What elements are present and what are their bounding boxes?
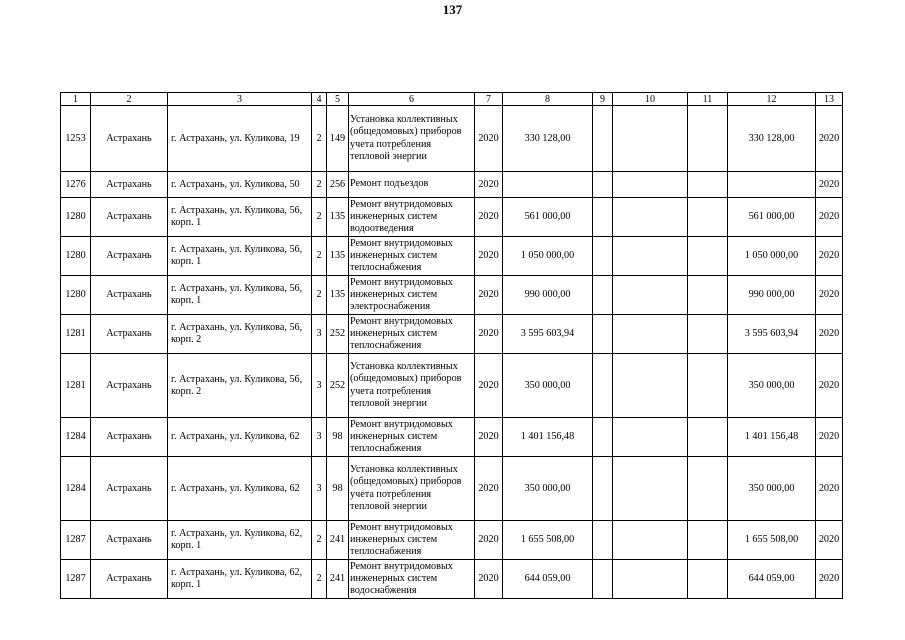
work-type: Ремонт внутридомовых инженерных систем теплоснабжения [349, 521, 475, 560]
locality: Астрахань [91, 237, 168, 276]
table-row [61, 237, 843, 276]
total-cost: 990 000,00 [728, 276, 816, 315]
address: г. Астрахань, ул. Куликова, 56, корп. 1 [168, 276, 312, 315]
address: г. Астрахань, ул. Куликова, 62, корп. 1 [168, 560, 312, 599]
capital-repair-table [60, 92, 843, 599]
locality: Астрахань [91, 418, 168, 457]
area: 241 [327, 560, 349, 599]
work-type: Ремонт внутридомовых инженерных систем теплоснабжения [349, 418, 475, 457]
address: г. Астрахань, ул. Куликова, 62 [168, 418, 312, 457]
col-9 [593, 457, 613, 521]
completion-year: 2020 [816, 237, 843, 276]
area: 149 [327, 106, 349, 172]
column-number-1: 1 [61, 93, 91, 106]
row-id: 1284 [61, 418, 91, 457]
work-type: Ремонт внутридомовых инженерных систем электроснабжения [349, 276, 475, 315]
column-number-13: 13 [816, 93, 843, 106]
year: 2020 [475, 315, 503, 354]
total-cost: 1 401 156,48 [728, 418, 816, 457]
completion-year: 2020 [816, 418, 843, 457]
completion-year: 2020 [816, 315, 843, 354]
column-number-5: 5 [327, 93, 349, 106]
completion-year: 2020 [816, 198, 843, 237]
column-number-7: 7 [475, 93, 503, 106]
locality: Астрахань [91, 560, 168, 599]
table-row [61, 521, 843, 560]
completion-year: 2020 [816, 457, 843, 521]
col-9 [593, 106, 613, 172]
floors: 3 [312, 457, 327, 521]
total-cost [728, 172, 816, 198]
col-9 [593, 172, 613, 198]
col-11 [688, 315, 728, 354]
address: г. Астрахань, ул. Куликова, 56, корп. 1 [168, 198, 312, 237]
col-11 [688, 457, 728, 521]
work-type: Ремонт подъездов [349, 172, 475, 198]
column-number-8: 8 [503, 93, 593, 106]
address: г. Астрахань, ул. Куликова, 62, корп. 1 [168, 521, 312, 560]
floors: 3 [312, 354, 327, 418]
column-number-2: 2 [91, 93, 168, 106]
row-id: 1280 [61, 237, 91, 276]
year: 2020 [475, 198, 503, 237]
cost [503, 172, 593, 198]
year: 2020 [475, 457, 503, 521]
col-10 [613, 457, 688, 521]
col-10 [613, 172, 688, 198]
completion-year: 2020 [816, 172, 843, 198]
col-11 [688, 354, 728, 418]
table-row [61, 276, 843, 315]
cost: 1 401 156,48 [503, 418, 593, 457]
floors: 2 [312, 198, 327, 237]
total-cost: 644 059,00 [728, 560, 816, 599]
row-id: 1281 [61, 354, 91, 418]
total-cost: 1 655 508,00 [728, 521, 816, 560]
area: 256 [327, 172, 349, 198]
table-row [61, 315, 843, 354]
area: 135 [327, 198, 349, 237]
year: 2020 [475, 354, 503, 418]
locality: Астрахань [91, 521, 168, 560]
col-9 [593, 560, 613, 599]
col-10 [613, 315, 688, 354]
table-row [61, 457, 843, 521]
area: 98 [327, 457, 349, 521]
table-row [61, 354, 843, 418]
col-9 [593, 198, 613, 237]
area: 252 [327, 354, 349, 418]
table-row [61, 106, 843, 172]
year: 2020 [475, 106, 503, 172]
locality: Астрахань [91, 198, 168, 237]
work-type: Ремонт внутридомовых инженерных систем теплоснабжения [349, 315, 475, 354]
column-number-3: 3 [168, 93, 312, 106]
col-9 [593, 315, 613, 354]
col-10 [613, 106, 688, 172]
cost: 350 000,00 [503, 354, 593, 418]
locality: Астрахань [91, 457, 168, 521]
row-id: 1280 [61, 198, 91, 237]
cost: 350 000,00 [503, 457, 593, 521]
col-11 [688, 106, 728, 172]
total-cost: 561 000,00 [728, 198, 816, 237]
locality: Астрахань [91, 172, 168, 198]
col-10 [613, 521, 688, 560]
table-row [61, 198, 843, 237]
cost: 3 595 603,94 [503, 315, 593, 354]
table-row [61, 172, 843, 198]
completion-year: 2020 [816, 560, 843, 599]
work-type: Установка коллективных (общедомовых) приборов учета потребления тепловой энергии [349, 106, 475, 172]
floors: 2 [312, 276, 327, 315]
completion-year: 2020 [816, 276, 843, 315]
column-number-10: 10 [613, 93, 688, 106]
year: 2020 [475, 276, 503, 315]
col-10 [613, 354, 688, 418]
column-number-11: 11 [688, 93, 728, 106]
col-10 [613, 418, 688, 457]
work-type: Ремонт внутридомовых инженерных систем водоотведения [349, 198, 475, 237]
floors: 2 [312, 237, 327, 276]
total-cost: 350 000,00 [728, 457, 816, 521]
completion-year: 2020 [816, 521, 843, 560]
col-9 [593, 237, 613, 276]
address: г. Астрахань, ул. Куликова, 56, корп. 2 [168, 315, 312, 354]
cost: 990 000,00 [503, 276, 593, 315]
col-9 [593, 418, 613, 457]
row-id: 1253 [61, 106, 91, 172]
page-number: 137 [442, 2, 463, 17]
column-number-12: 12 [728, 93, 816, 106]
col-9 [593, 276, 613, 315]
cost: 1 655 508,00 [503, 521, 593, 560]
col-11 [688, 418, 728, 457]
cost: 561 000,00 [503, 198, 593, 237]
locality: Астрахань [91, 276, 168, 315]
row-id: 1280 [61, 276, 91, 315]
year: 2020 [475, 521, 503, 560]
work-type: Установка коллективных (общедомовых) приборов учета потребления тепловой энергии [349, 354, 475, 418]
cost: 644 059,00 [503, 560, 593, 599]
address: г. Астрахань, ул. Куликова, 19 [168, 106, 312, 172]
row-id: 1284 [61, 457, 91, 521]
table-row [61, 560, 843, 599]
work-type: Ремонт внутридомовых инженерных систем водоснабжения [349, 560, 475, 599]
col-11 [688, 521, 728, 560]
locality: Астрахань [91, 106, 168, 172]
floors: 3 [312, 315, 327, 354]
column-number-row [61, 93, 843, 106]
area: 135 [327, 237, 349, 276]
floors: 2 [312, 106, 327, 172]
area: 241 [327, 521, 349, 560]
year: 2020 [475, 237, 503, 276]
address: г. Астрахань, ул. Куликова, 56, корп. 1 [168, 237, 312, 276]
total-cost: 1 050 000,00 [728, 237, 816, 276]
column-number-6: 6 [349, 93, 475, 106]
col-11 [688, 172, 728, 198]
completion-year: 2020 [816, 106, 843, 172]
work-type: Ремонт внутридомовых инженерных систем теплоснабжения [349, 237, 475, 276]
year: 2020 [475, 418, 503, 457]
column-number-4: 4 [312, 93, 327, 106]
col-9 [593, 354, 613, 418]
floors: 2 [312, 560, 327, 599]
column-number-9: 9 [593, 93, 613, 106]
address: г. Астрахань, ул. Куликова, 62 [168, 457, 312, 521]
col-11 [688, 237, 728, 276]
address: г. Астрахань, ул. Куликова, 50 [168, 172, 312, 198]
col-10 [613, 237, 688, 276]
work-type: Установка коллективных (общедомовых) приборов учета потребления тепловой энергии [349, 457, 475, 521]
row-id: 1276 [61, 172, 91, 198]
area: 252 [327, 315, 349, 354]
locality: Астрахань [91, 354, 168, 418]
col-10 [613, 198, 688, 237]
cost: 1 050 000,00 [503, 237, 593, 276]
area: 135 [327, 276, 349, 315]
row-id: 1287 [61, 521, 91, 560]
locality: Астрахань [91, 315, 168, 354]
row-id: 1287 [61, 560, 91, 599]
floors: 3 [312, 418, 327, 457]
table-row [61, 418, 843, 457]
total-cost: 330 128,00 [728, 106, 816, 172]
row-id: 1281 [61, 315, 91, 354]
cost: 330 128,00 [503, 106, 593, 172]
year: 2020 [475, 560, 503, 599]
address: г. Астрахань, ул. Куликова, 56, корп. 2 [168, 354, 312, 418]
floors: 2 [312, 521, 327, 560]
col-11 [688, 198, 728, 237]
col-10 [613, 560, 688, 599]
completion-year: 2020 [816, 354, 843, 418]
year: 2020 [475, 172, 503, 198]
area: 98 [327, 418, 349, 457]
col-10 [613, 276, 688, 315]
col-11 [688, 560, 728, 599]
total-cost: 3 595 603,94 [728, 315, 816, 354]
col-11 [688, 276, 728, 315]
floors: 2 [312, 172, 327, 198]
total-cost: 350 000,00 [728, 354, 816, 418]
col-9 [593, 521, 613, 560]
